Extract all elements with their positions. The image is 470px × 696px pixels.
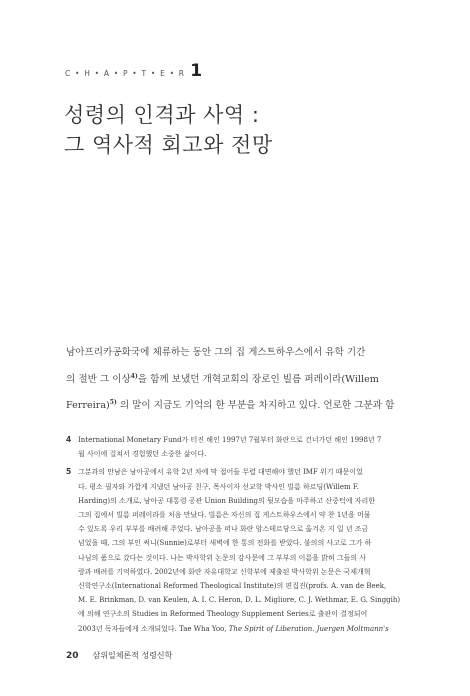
body-line-2	[66, 365, 418, 392]
footnote-line: 월 사이에 걸쳐서 경험했던 소중한 삶이다.	[78, 450, 207, 459]
body-text: 의 절반 그 이상	[66, 373, 131, 385]
footnote-line: 신학연구소(International Reformed Theological Institute)의 편집진(profs. A. van de Beek,	[78, 582, 387, 591]
body-paragraph	[66, 341, 418, 418]
footnote-text	[78, 465, 418, 635]
footnote-text-plain: 2003년 독자들에게 소개되었다. Tae Wha Yoo,	[78, 624, 229, 633]
footnote-ref-5[interactable]: 5)	[109, 399, 117, 406]
book-title-italic: The Spirit of Liberation. Juergen Moltmann's	[228, 624, 389, 633]
page-footer	[66, 650, 172, 661]
footnote-line: M. E. Brinkman, D. van Keulen, A. I. C. Heron, D. L. Migliore, C. J. Wethmar, E. G. Singgih)	[78, 596, 401, 605]
footnote-line: 수 있도록 우리 부부를 배려해 주었다. 남아공을 떠나 화란 암스테르담으로 옮겨온 지 일 년 조금	[78, 525, 369, 534]
title-line-1: 성령의 인격과 사역 :	[64, 103, 260, 127]
body-text: 의 말이 지금도 기억의 한 부분을 차지하고 있다. 언로한 그분과 함	[116, 400, 395, 411]
footnote-ref-4[interactable]: 4)	[130, 372, 138, 380]
body-line-1: 남아프리카공화국에 체류하는 동안 그의 집 게스트하우스에서 유학 기간	[66, 347, 366, 358]
footnote-line: 랑과 배려를 기억하였다. 2002년에 화란 자유대학교 신학부에 제출된 박사학위 논문은 국제개혁	[78, 567, 371, 576]
body-text: Ferreira)	[66, 400, 110, 411]
footnote-line: 그분과의 만남은 남아공에서 유학 2년 차에 막 접어들 무렵 대면해야 했던 IMF 위기 때문이었	[78, 468, 363, 477]
footnote-number: 5	[66, 467, 72, 477]
chapter-label: C • H • A • P • T • E • R	[65, 69, 186, 78]
running-title: 삼위일체론적 성령신학	[92, 651, 173, 660]
footnote-line: 그의 집에서 빌름 퍼레이라를 처음 만났다. 빌름은 자신의 집 게스트하우스에서 약 찬 1년을 머물	[78, 511, 371, 520]
footnotes	[66, 433, 418, 640]
footnote-line: 에 의해 연구소의 Studies in Reformed Theology Supplement Series로 출판이 결정되어	[78, 610, 368, 619]
footnote-line: 넘었을 때, 그의 부인 써니(Sunnie)로부터 새벽에 한 통의 전화를 받았다. 불의의 사고로 그가 하	[78, 539, 372, 548]
chapter-number: 1	[190, 61, 203, 81]
chapter-heading	[65, 60, 202, 80]
footnote-line: 다. 평소 필자와 가깝게 지냈던 남아공 친구, 목사이자 선교학 박사인 빌름 하르딩(Willem F.	[78, 482, 359, 491]
page-number: 20	[66, 651, 79, 661]
body-text: 을 함께 보냈던 개혁교회의 장로인 빌름 퍼레이라(Willem	[137, 373, 379, 385]
footnote-line	[78, 622, 418, 636]
footnote-5	[66, 465, 418, 635]
footnote-line: 나님의 품으로 갔다는 것이다. 나는 박사학위 논문의 감사문에 그 부부의 이름을 밝혀 그들의 사	[78, 553, 367, 562]
footnote-line: Harding)의 소개로, 남아공 대통령 공관 Union Building의 뒷모습을 마주하고 산중턱에 자리한	[78, 496, 376, 505]
footnote-line: International Monetary Fund가 터진 해인 1997년 7월부터 화란으로 건너가던 해인 1998년 7	[78, 436, 382, 444]
chapter-title	[64, 100, 424, 160]
body-line-3	[66, 391, 418, 418]
title-line-2: 그 역사적 회고와 전망	[64, 133, 273, 157]
footnote-text	[78, 433, 418, 461]
footnote-number: 4	[66, 435, 72, 444]
footnote-4	[66, 433, 418, 461]
